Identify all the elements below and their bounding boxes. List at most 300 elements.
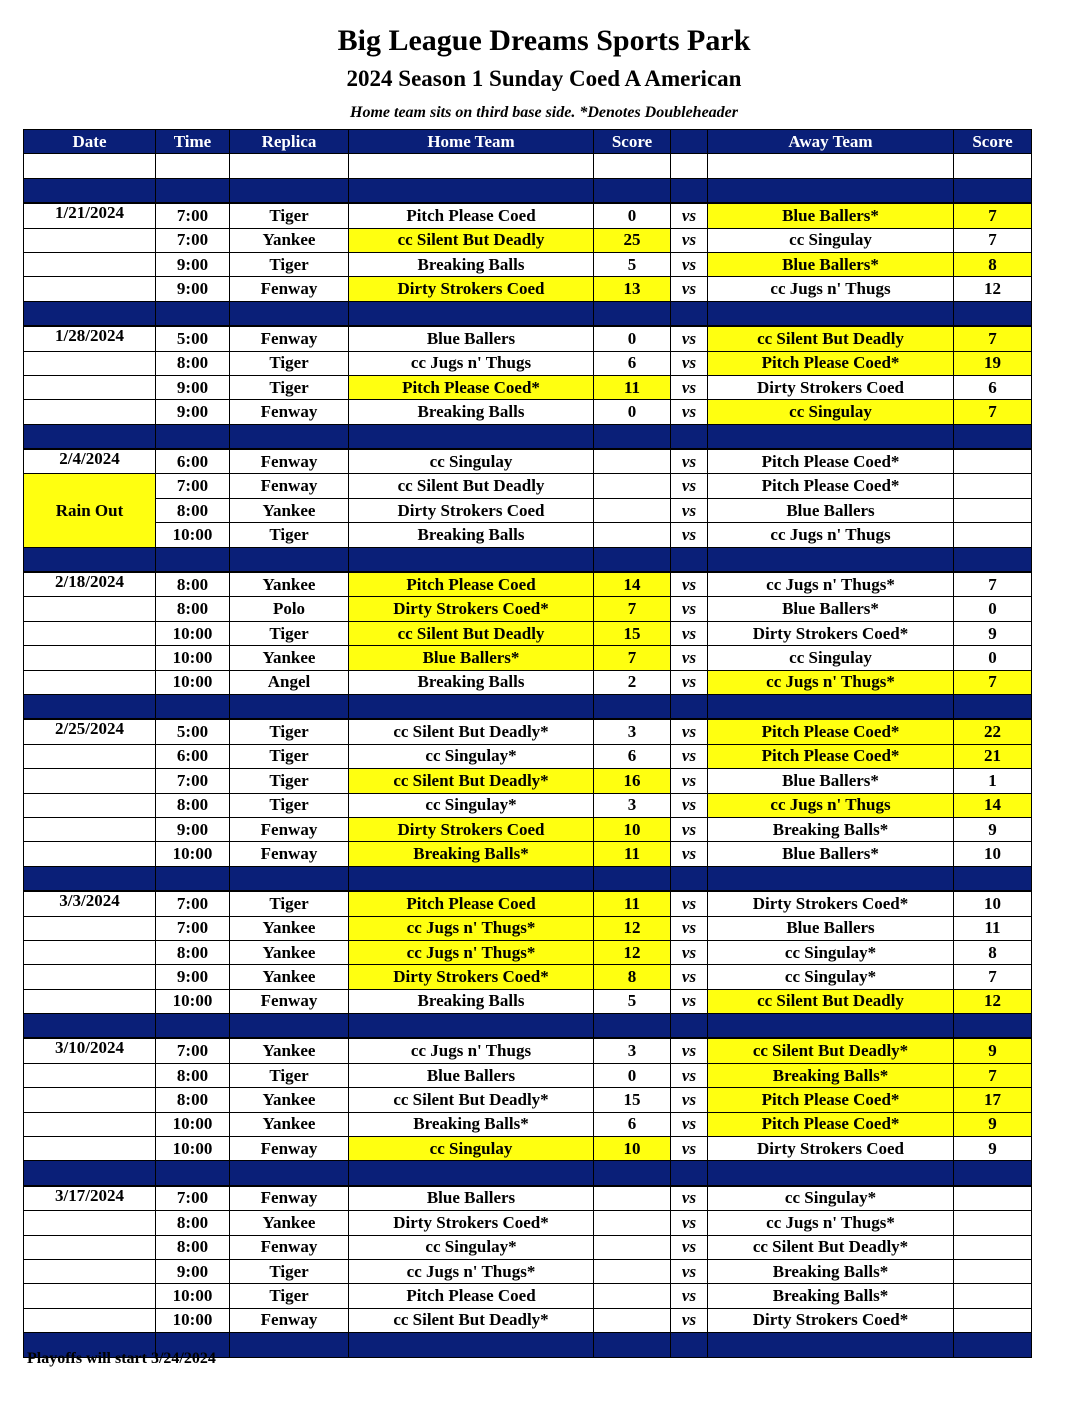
game-date-empty — [24, 1235, 156, 1259]
game-time: 9:00 — [156, 1259, 230, 1283]
home-team: Breaking Balls* — [349, 1112, 594, 1136]
game-row — [24, 989, 1032, 1013]
home-score — [594, 1186, 671, 1211]
home-team: cc Jugs n' Thugs* — [349, 940, 594, 964]
separator-cell — [24, 424, 156, 449]
away-team: Dirty Strokers Coed* — [708, 1308, 954, 1332]
away-team: cc Singulay* — [708, 940, 954, 964]
game-replica: Yankee — [230, 572, 349, 597]
away-team: cc Jugs n' Thugs* — [708, 670, 954, 694]
game-time: 7:00 — [156, 203, 230, 228]
away-team: cc Jugs n' Thugs* — [708, 572, 954, 597]
schedule-table — [23, 129, 1032, 1358]
separator-cell — [156, 547, 230, 572]
game-row — [24, 1112, 1032, 1136]
game-time: 10:00 — [156, 1112, 230, 1136]
separator-cell — [594, 424, 671, 449]
game-row — [24, 1186, 1032, 1211]
home-team: Breaking Balls — [349, 670, 594, 694]
separator-cell — [156, 301, 230, 326]
game-date: 3/10/2024 — [24, 1038, 156, 1063]
home-team: cc Silent But Deadly* — [349, 769, 594, 793]
away-score: 9 — [954, 1038, 1032, 1063]
home-team: cc Singulay* — [349, 744, 594, 768]
away-team: cc Singulay — [708, 400, 954, 424]
game-time: 8:00 — [156, 351, 230, 375]
away-score — [954, 1235, 1032, 1259]
home-score: 13 — [594, 277, 671, 301]
separator-cell — [594, 866, 671, 891]
separator-cell — [230, 694, 349, 719]
separator-cell — [708, 1014, 954, 1039]
separator-cell — [230, 1014, 349, 1039]
home-team: Pitch Please Coed — [349, 572, 594, 597]
separator-cell — [24, 694, 156, 719]
game-time: 9:00 — [156, 252, 230, 276]
separator-cell — [24, 1014, 156, 1039]
away-team: cc Singulay* — [708, 1186, 954, 1211]
separator-cell — [230, 866, 349, 891]
away-score: 7 — [954, 572, 1032, 597]
game-time: 9:00 — [156, 965, 230, 989]
home-score — [594, 1308, 671, 1332]
game-row — [24, 1235, 1032, 1259]
game-date-empty — [24, 400, 156, 424]
separator-cell — [349, 1014, 594, 1039]
away-score: 10 — [954, 891, 1032, 916]
away-score — [954, 474, 1032, 498]
home-score — [594, 1211, 671, 1235]
away-team: cc Jugs n' Thugs — [708, 523, 954, 547]
home-score: 15 — [594, 621, 671, 645]
game-row — [24, 744, 1032, 768]
separator-cell — [156, 866, 230, 891]
away-team: Dirty Strokers Coed* — [708, 621, 954, 645]
separator-row — [24, 866, 1032, 891]
vs-label: vs — [671, 474, 708, 498]
home-score: 0 — [594, 203, 671, 228]
away-score: 10 — [954, 842, 1032, 866]
page-subtitle: 2024 Season 1 Sunday Coed A American — [346, 66, 742, 91]
vs-label: vs — [671, 1211, 708, 1235]
vs-label: vs — [671, 400, 708, 424]
separator-cell — [594, 1161, 671, 1186]
away-team: cc Silent But Deadly — [708, 989, 954, 1013]
col-away-score-header: Score — [954, 130, 1032, 154]
away-score — [954, 1211, 1032, 1235]
game-replica: Tiger — [230, 1259, 349, 1283]
game-replica: Fenway — [230, 842, 349, 866]
separator-row — [24, 301, 1032, 326]
home-score: 8 — [594, 965, 671, 989]
away-score: 7 — [954, 326, 1032, 351]
game-time: 6:00 — [156, 744, 230, 768]
home-score: 6 — [594, 744, 671, 768]
col-replica-header: Replica — [230, 130, 349, 154]
separator-cell — [230, 178, 349, 203]
game-date-empty — [24, 375, 156, 399]
separator-cell — [156, 1161, 230, 1186]
game-replica: Yankee — [230, 1038, 349, 1063]
game-time: 10:00 — [156, 621, 230, 645]
vs-label: vs — [671, 891, 708, 916]
game-row — [24, 646, 1032, 670]
separator-cell — [24, 301, 156, 326]
home-score — [594, 498, 671, 522]
home-score: 25 — [594, 228, 671, 252]
home-team: Breaking Balls — [349, 252, 594, 276]
home-score: 15 — [594, 1088, 671, 1112]
game-time: 10:00 — [156, 1284, 230, 1308]
game-time: 8:00 — [156, 572, 230, 597]
vs-label: vs — [671, 769, 708, 793]
separator-cell — [349, 694, 594, 719]
separator-cell — [230, 301, 349, 326]
vs-label: vs — [671, 375, 708, 399]
home-score — [594, 1259, 671, 1283]
game-replica: Tiger — [230, 523, 349, 547]
away-score: 7 — [954, 965, 1032, 989]
game-replica: Yankee — [230, 498, 349, 522]
vs-label: vs — [671, 326, 708, 351]
away-score: 17 — [954, 1088, 1032, 1112]
home-score: 3 — [594, 719, 671, 744]
away-score: 9 — [954, 817, 1032, 841]
game-date-empty — [24, 1284, 156, 1308]
game-row — [24, 375, 1032, 399]
home-score: 5 — [594, 989, 671, 1013]
schedule-body — [24, 154, 1032, 1357]
home-team: Blue Ballers — [349, 1186, 594, 1211]
away-team: cc Jugs n' Thugs — [708, 277, 954, 301]
home-score — [594, 523, 671, 547]
game-date: 1/28/2024 — [24, 326, 156, 351]
game-row — [24, 916, 1032, 940]
game-date-empty — [24, 989, 156, 1013]
home-team: cc Singulay* — [349, 1235, 594, 1259]
game-date-empty — [24, 1308, 156, 1332]
game-time: 7:00 — [156, 1038, 230, 1063]
vs-label: vs — [671, 621, 708, 645]
away-score — [954, 449, 1032, 474]
game-row — [24, 1259, 1032, 1283]
separator-cell — [594, 1333, 671, 1357]
home-score — [594, 1235, 671, 1259]
separator-cell — [349, 424, 594, 449]
game-replica: Fenway — [230, 474, 349, 498]
home-team: cc Singulay — [349, 1137, 594, 1161]
game-row — [24, 203, 1032, 228]
game-time: 6:00 — [156, 449, 230, 474]
game-replica: Tiger — [230, 719, 349, 744]
game-replica: Tiger — [230, 375, 349, 399]
playoffs-note: Playoffs will start 3/24/2024 — [27, 1350, 216, 1367]
vs-label: vs — [671, 793, 708, 817]
home-team: cc Silent But Deadly — [349, 621, 594, 645]
home-team: Dirty Strokers Coed — [349, 817, 594, 841]
page-title: Big League Dreams Sports Park — [337, 24, 751, 57]
game-time: 7:00 — [156, 228, 230, 252]
game-time: 9:00 — [156, 817, 230, 841]
game-replica: Fenway — [230, 400, 349, 424]
game-row — [24, 326, 1032, 351]
away-team: Dirty Strokers Coed — [708, 1137, 954, 1161]
home-score: 12 — [594, 916, 671, 940]
home-team: Dirty Strokers Coed* — [349, 965, 594, 989]
away-score: 0 — [954, 597, 1032, 621]
home-team: Pitch Please Coed — [349, 1284, 594, 1308]
away-score: 7 — [954, 400, 1032, 424]
home-score — [594, 1284, 671, 1308]
game-date: 1/21/2024 — [24, 203, 156, 228]
game-date-empty — [24, 940, 156, 964]
away-score: 9 — [954, 1112, 1032, 1136]
game-date: 3/17/2024 — [24, 1186, 156, 1211]
separator-cell — [671, 424, 708, 449]
home-team: cc Silent But Deadly — [349, 228, 594, 252]
game-date-empty — [24, 252, 156, 276]
home-team: Pitch Please Coed* — [349, 375, 594, 399]
separator-row — [24, 1014, 1032, 1039]
home-team: cc Singulay* — [349, 793, 594, 817]
separator-cell — [671, 1014, 708, 1039]
home-score: 6 — [594, 351, 671, 375]
game-row — [24, 965, 1032, 989]
separator-cell — [24, 1161, 156, 1186]
game-row — [24, 1038, 1032, 1063]
game-replica: Angel — [230, 670, 349, 694]
home-score: 12 — [594, 940, 671, 964]
game-date-empty — [24, 744, 156, 768]
vs-label: vs — [671, 965, 708, 989]
game-row — [24, 769, 1032, 793]
home-team: Breaking Balls — [349, 989, 594, 1013]
separator-row — [24, 1161, 1032, 1186]
home-team: Breaking Balls* — [349, 842, 594, 866]
game-date: 2/25/2024 — [24, 719, 156, 744]
game-replica: Tiger — [230, 252, 349, 276]
away-team: cc Silent But Deadly* — [708, 1235, 954, 1259]
game-date-empty — [24, 1088, 156, 1112]
game-row — [24, 670, 1032, 694]
home-score: 3 — [594, 793, 671, 817]
separator-cell — [954, 866, 1032, 891]
game-date-empty — [24, 1063, 156, 1087]
home-score: 10 — [594, 1137, 671, 1161]
game-row — [24, 719, 1032, 744]
game-row — [24, 277, 1032, 301]
game-replica: Fenway — [230, 449, 349, 474]
home-team: cc Jugs n' Thugs* — [349, 1259, 594, 1283]
home-team: cc Silent But Deadly — [349, 474, 594, 498]
separator-cell — [708, 866, 954, 891]
away-score — [954, 1186, 1032, 1211]
away-score — [954, 1308, 1032, 1332]
away-score: 12 — [954, 989, 1032, 1013]
vs-label: vs — [671, 646, 708, 670]
home-team: cc Jugs n' Thugs* — [349, 916, 594, 940]
vs-label: vs — [671, 1308, 708, 1332]
game-date: 3/3/2024 — [24, 891, 156, 916]
separator-row — [24, 424, 1032, 449]
game-date-empty — [24, 621, 156, 645]
away-team: Pitch Please Coed* — [708, 449, 954, 474]
vs-label: vs — [671, 1038, 708, 1063]
separator-cell — [954, 694, 1032, 719]
home-score: 7 — [594, 597, 671, 621]
game-replica: Yankee — [230, 965, 349, 989]
away-team: Pitch Please Coed* — [708, 1112, 954, 1136]
separator-cell — [671, 866, 708, 891]
separator-cell — [594, 547, 671, 572]
vs-label: vs — [671, 1063, 708, 1087]
separator-cell — [954, 178, 1032, 203]
separator-cell — [594, 178, 671, 203]
game-row — [24, 1308, 1032, 1332]
game-row — [24, 597, 1032, 621]
separator-cell — [954, 301, 1032, 326]
col-vs-header — [671, 130, 708, 154]
game-time: 10:00 — [156, 1308, 230, 1332]
home-team: Dirty Strokers Coed* — [349, 597, 594, 621]
game-time: 9:00 — [156, 277, 230, 301]
home-score: 5 — [594, 252, 671, 276]
home-team: Blue Ballers — [349, 1063, 594, 1087]
home-score: 7 — [594, 646, 671, 670]
game-date-empty — [24, 597, 156, 621]
away-team: Blue Ballers — [708, 498, 954, 522]
game-replica: Yankee — [230, 228, 349, 252]
vs-label: vs — [671, 572, 708, 597]
game-time: 5:00 — [156, 326, 230, 351]
separator-cell — [156, 424, 230, 449]
home-team: cc Jugs n' Thugs — [349, 351, 594, 375]
home-team: Dirty Strokers Coed — [349, 277, 594, 301]
separator-cell — [230, 1161, 349, 1186]
game-time: 7:00 — [156, 1186, 230, 1211]
game-time: 8:00 — [156, 498, 230, 522]
game-replica: Fenway — [230, 1308, 349, 1332]
game-row — [24, 498, 1032, 522]
game-time: 10:00 — [156, 989, 230, 1013]
game-date-empty — [24, 646, 156, 670]
away-team: cc Singulay* — [708, 965, 954, 989]
game-time: 7:00 — [156, 769, 230, 793]
away-score: 7 — [954, 670, 1032, 694]
away-score — [954, 498, 1032, 522]
game-replica: Yankee — [230, 1112, 349, 1136]
home-team: cc Silent But Deadly* — [349, 719, 594, 744]
away-team: Pitch Please Coed* — [708, 351, 954, 375]
away-team: Blue Ballers* — [708, 203, 954, 228]
home-team: Breaking Balls — [349, 523, 594, 547]
away-score: 12 — [954, 277, 1032, 301]
game-replica: Tiger — [230, 891, 349, 916]
game-date-empty — [24, 1112, 156, 1136]
game-time: 8:00 — [156, 940, 230, 964]
game-time: 5:00 — [156, 719, 230, 744]
vs-label: vs — [671, 351, 708, 375]
game-time: 7:00 — [156, 891, 230, 916]
away-score: 6 — [954, 375, 1032, 399]
separator-cell — [349, 866, 594, 891]
game-date-empty — [24, 351, 156, 375]
game-date-empty — [24, 916, 156, 940]
game-date-empty — [24, 1211, 156, 1235]
game-row — [24, 572, 1032, 597]
home-score: 0 — [594, 326, 671, 351]
game-replica: Fenway — [230, 817, 349, 841]
game-date-empty — [24, 842, 156, 866]
game-row — [24, 891, 1032, 916]
separator-cell — [671, 178, 708, 203]
separator-cell — [230, 424, 349, 449]
home-score: 11 — [594, 891, 671, 916]
away-team: Pitch Please Coed* — [708, 744, 954, 768]
separator-cell — [954, 547, 1032, 572]
rain-out-note: Rain Out — [24, 474, 156, 547]
away-team: Breaking Balls* — [708, 1063, 954, 1087]
separator-cell — [349, 547, 594, 572]
away-team: cc Singulay — [708, 228, 954, 252]
game-replica: Fenway — [230, 989, 349, 1013]
away-team: cc Singulay — [708, 646, 954, 670]
game-row — [24, 842, 1032, 866]
away-score: 11 — [954, 916, 1032, 940]
vs-label: vs — [671, 597, 708, 621]
vs-label: vs — [671, 1186, 708, 1211]
away-team: cc Jugs n' Thugs — [708, 793, 954, 817]
separator-cell — [349, 178, 594, 203]
game-replica: Yankee — [230, 916, 349, 940]
separator-cell — [24, 178, 156, 203]
game-time: 8:00 — [156, 1088, 230, 1112]
game-date-empty — [24, 277, 156, 301]
game-replica: Tiger — [230, 769, 349, 793]
away-team: Blue Ballers* — [708, 842, 954, 866]
away-team: Blue Ballers* — [708, 769, 954, 793]
separator-cell — [671, 1333, 708, 1357]
separator-row — [24, 547, 1032, 572]
vs-label: vs — [671, 744, 708, 768]
schedule-note: Home team sits on third base side. *Denotes Doubleheader — [350, 104, 738, 121]
game-time: 8:00 — [156, 793, 230, 817]
home-score: 10 — [594, 817, 671, 841]
separator-cell — [594, 694, 671, 719]
game-row — [24, 449, 1032, 474]
home-score — [594, 449, 671, 474]
col-date-header: Date — [24, 130, 156, 154]
game-row — [24, 1211, 1032, 1235]
game-replica: Fenway — [230, 326, 349, 351]
away-score: 8 — [954, 940, 1032, 964]
game-time: 10:00 — [156, 1137, 230, 1161]
separator-cell — [156, 178, 230, 203]
game-time: 10:00 — [156, 670, 230, 694]
vs-label: vs — [671, 1259, 708, 1283]
home-team: Blue Ballers — [349, 326, 594, 351]
home-team: Breaking Balls — [349, 400, 594, 424]
game-replica: Tiger — [230, 1063, 349, 1087]
vs-label: vs — [671, 449, 708, 474]
away-team: Breaking Balls* — [708, 817, 954, 841]
home-team: cc Singulay — [349, 449, 594, 474]
game-time: 10:00 — [156, 842, 230, 866]
away-team: cc Jugs n' Thugs* — [708, 1211, 954, 1235]
away-score: 7 — [954, 228, 1032, 252]
game-date-empty — [24, 1137, 156, 1161]
header-row — [24, 130, 1032, 154]
